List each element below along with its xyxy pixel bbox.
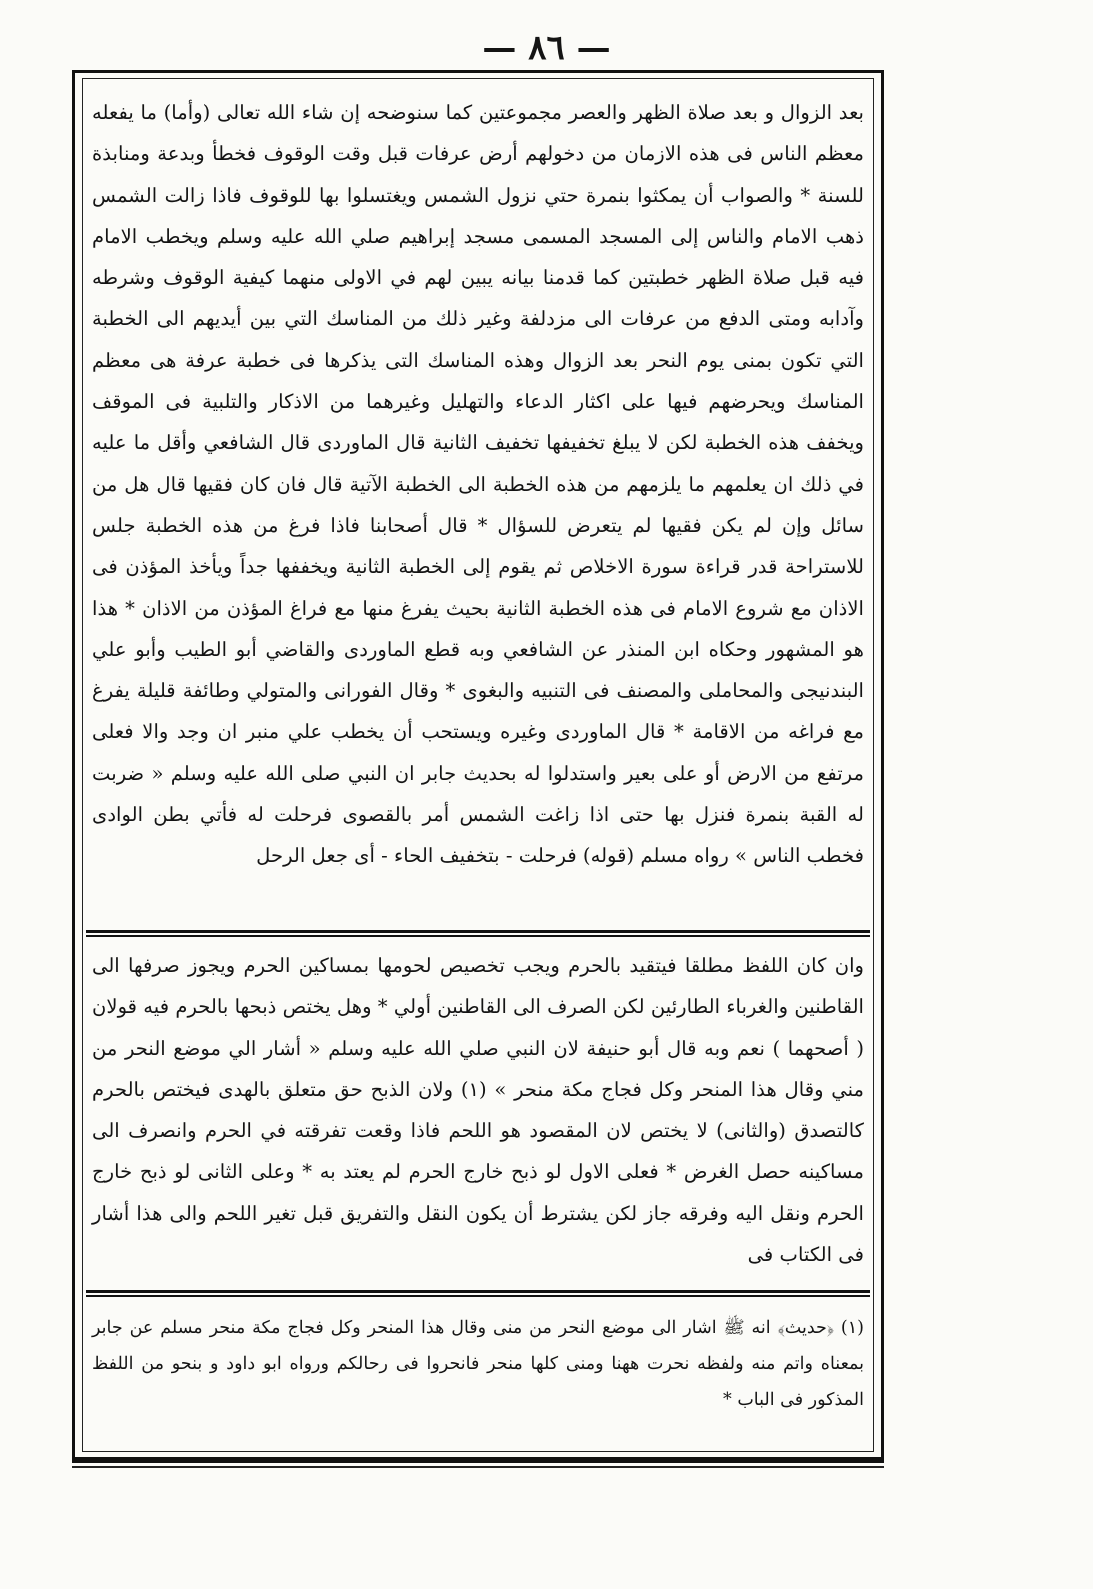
commentary-paragraph: وان كان اللفظ مطلقا فيتقيد بالحرم ويجب تخصيص لحومها بمساكين الحرم ويجوز صرفها الى القاطنين والغرباء الطارئين لكن الصرف الى القاطنين أولي * وهل يختص ذبحها بالحرم فيه قولان ( أصحهما ) نعم وبه قال أبو حنيفة لان النبي صلي الله عليه وسلم « أشار الي موضع النحر من مني وقال هذا المنحر وكل فجاج مكة منحر » (١) ولان الذبح حق متعلق بالهدى فيختص بالحرم كالتصدق (والثانى) لا يختص لان المقصود هو اللحم فاذا وقعت تفرقته في الحرم وانصرف الى مساكينه حصل الغرض * فعلى الاول لو ذبح خارج الحرم لم يعتد به * وعلى الثانى لو ذبح خارج الحرم ونقل اليه وفرقه جاز لكن يشترط أن يكون النقل والتفريق قبل تغير اللحم والى هذا أشار فى الكتاب فى (92, 954, 864, 1267)
footnote-paragraph: (١) ﴿حديث﴾ انه ﷺ اشار الى موضع النحر من منى وقال هذا المنحر وكل فجاج مكة منحر مسلم عن جابر بمعناه واتم منه ولفظه نحرت ههنا ومنى كلها منحر فانحروا فى رحالكم ورواه ابو داود و بنحو من اللفظ المذكور فى الباب * (92, 1318, 864, 1410)
bottom-rule (72, 1460, 884, 1463)
bottom-rule-thin (72, 1466, 884, 1468)
divider-rule (86, 930, 870, 933)
main-text-paragraph: بعد الزوال و بعد صلاة الظهر والعصر مجموعتين كما سنوضحه إن شاء الله تعالى (وأما) ما يفعله معظم الناس فى هذه الازمان من دخولهم أرض عرفات قبل وقت الوقوف فخطأ وبدعة ومنابذة للسنة * والصواب أن يمكثوا بنمرة حتي نزول الشمس ويغتسلوا بها للوقوف فاذا زالت الشمس ذهب الامام والناس إلى المسجد المسمى مسجد إبراهيم صلي الله عليه وسلم ويخطب الامام فيه قبل صلاة الظهر خطبتين كما قدمنا بيانه يبين لهم في الاولى منهما كيفية الوقوف وشرطه وآدابه ومتى الدفع من عرفات الى مزدلفة وغير ذلك من المناسك التي بين أيديهم الى الخطبة التي تكون بمنى يوم النحر بعد الزوال وهذه المناسك التى يذكرها فى خطبة عرفة هى معظم المناسك ويحرضهم فيها على اكثار الدعاء والتهليل وغيرهما من الاذكار والتلبية فى الموقف ويخفف هذه الخطبة لكن لا يبلغ تخفيفها تخفيف الثانية قال الماوردى قال الشافعي وأقل ما عليه في ذلك ان يعلمهم ما يلزمهم من هذه الخطبة الى الخطبة الآتية قال فان كان فقيها قال هل من سائل وإن لم يكن فقيها لم يتعرض للسؤال * قال أصحابنا فاذا فرغ من هذه الخطبة جلس للاستراحة قدر قراءة سورة الاخلاص ثم يقوم إلى الخطبة الثانية ويخففها جداً ويأخذ المؤذن فى الاذان مع شروع الامام فى هذه الخطبة الثانية بحيث يفرغ منها مع فراغ المؤذن من الاذان * هذا هو المشهور وحكاه ابن المنذر عن الشافعي وبه قطع الماوردى والقاضي أبو الطيب وأبو علي البندنيجى والمحاملى والمصنف فى التنبيه والبغوى * وقال الفورانى والمتولي وطائفة قليلة يفرغ مع فراغه من الاقامة * قال الماوردى وغيره ويستحب أن يخطب علي منبر ان وجد والا فعلى مرتفع من الارض أو على بعير واستدلوا له بحديث جابر ان النبي صلى الله عليه وسلم « ضربت له القبة بنمرة فنزل بها حتى اذا زاغت الشمس أمر بالقصوى فرحلت له فأتي بطن الوادى فخطب الناس » رواه مسلم (قوله) فرحلت - بتخفيف الحاء - أى جعل الرحل (92, 101, 864, 868)
footnote-block (92, 1310, 864, 1430)
commentary-text-block (92, 945, 864, 1285)
footnote-divider-rule-thin (86, 1295, 870, 1297)
divider-rule-thin (86, 935, 870, 937)
main-text-block (92, 92, 864, 922)
page-number: — ٨٦ — (482, 28, 611, 68)
footnote-divider-rule (86, 1290, 870, 1293)
